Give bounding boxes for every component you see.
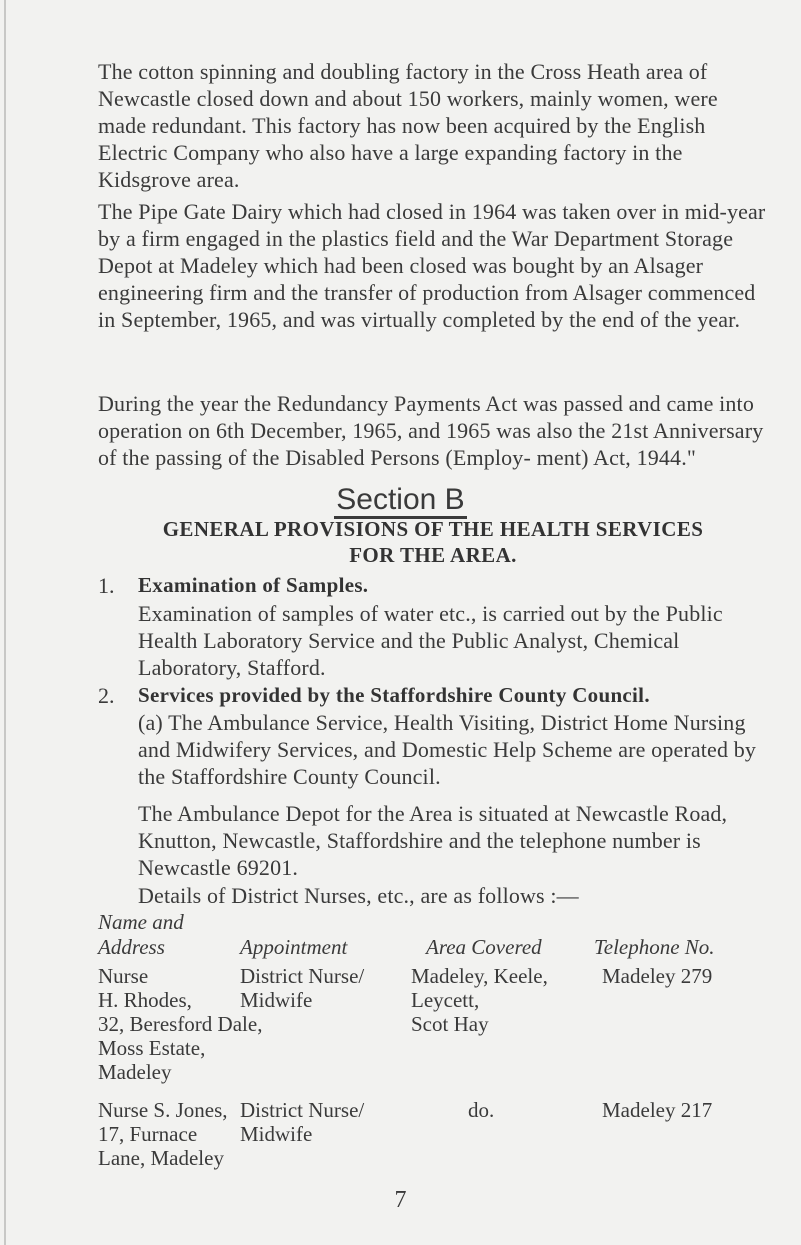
row1-appointment-line2: Midwife xyxy=(240,988,313,1012)
item2-number: 2. xyxy=(98,683,115,708)
row1-name-line1: Nurse xyxy=(98,964,149,988)
row1-area-line2: Leycett, xyxy=(411,988,480,1012)
details-intro: Details of District Nurses, etc., are as follows :— xyxy=(138,883,579,908)
row1-name-line4: Moss Estate, xyxy=(98,1036,206,1060)
paragraph-cotton-factory: The cotton spinning and doubling factory in the Cross Heath area of Newcastle closed down and about 150 workers, mainly women, were made redundant. This factory has now been acquired by the English Electric Company who also have a large expanding factory in the Kidsgrove area. xyxy=(98,59,718,192)
row2-name-line2: 17, Furnace xyxy=(98,1122,198,1146)
paragraph-redundancy-act: During the year the Redundancy Payments Act was passed and came into operation on 6th December, 1965, and 1965 was also the 21st Anniversary of the passing of the Disabled Persons (Employ- ment) Act, 1944." xyxy=(98,391,764,470)
item2-title: Services provided by the Staffordshire County Council. xyxy=(138,683,650,707)
section-heading-line1: GENERAL PROVISIONS OF THE HEALTH SERVICES xyxy=(162,517,704,541)
row2-appointment-line1: District Nurse/ xyxy=(240,1098,365,1122)
row1-appointment-line1: District Nurse/ xyxy=(240,964,365,988)
row2-name-line1: Nurse S. Jones, xyxy=(98,1098,228,1122)
row1-name-line3: 32, Beresford Dale, xyxy=(98,1012,263,1036)
header-area-covered: Area Covered xyxy=(426,935,542,959)
row1-telephone: Madeley 279 xyxy=(602,964,713,988)
ambulance-depot-text: The Ambulance Depot for the Area is situated at Newcastle Road, Knutton, Newcastle, Staffordshire and the telephone number is Newcastle 69201. xyxy=(138,801,728,880)
row1-name-line5: Madeley xyxy=(98,1060,172,1084)
row2-area: do. xyxy=(468,1098,495,1122)
item1-number: 1. xyxy=(98,573,115,598)
row1-name-line2: H. Rhodes, xyxy=(98,988,192,1012)
item1-text: Examination of samples of water etc., is carried out by the Public Health Laboratory Service and the Public Analyst, Chemical Laboratory, Stafford. xyxy=(138,601,723,680)
header-appointment: Appointment xyxy=(240,935,348,959)
row2-appointment-line2: Midwife xyxy=(240,1122,313,1146)
section-heading-line2: FOR THE AREA. xyxy=(349,543,517,567)
header-name-line2: Address xyxy=(98,935,165,959)
page-number: 7 xyxy=(394,1187,407,1213)
row2-telephone: Madeley 217 xyxy=(602,1098,713,1122)
item1-title: Examination of Samples. xyxy=(138,573,369,597)
page-edge-line xyxy=(4,0,6,1245)
row1-area-line1: Madeley, Keele, xyxy=(411,964,548,988)
row2-name-line3: Lane, Madeley xyxy=(98,1146,224,1170)
row1-area-line3: Scot Hay xyxy=(411,1012,489,1036)
item2-text-a: (a) The Ambulance Service, Health Visiting, District Home Nursing and Midwifery Services, and Domestic Help Scheme are operated by the Staffordshire County Council. xyxy=(138,710,757,789)
header-telephone: Telephone No. xyxy=(594,935,715,959)
section-title: Section B xyxy=(0,483,801,517)
paragraph-pipe-gate-dairy: The Pipe Gate Dairy which had closed in 1964 was taken over in mid-year by a firm engaged in the plastics field and the War Department Storage Depot at Madeley which had been closed was bought by an Alsager engineering firm and the transfer of production from Alsager commenced in September, 1965, and was virtually completed by the end of the year. xyxy=(98,199,766,332)
header-name-line1: Name and xyxy=(98,910,184,934)
